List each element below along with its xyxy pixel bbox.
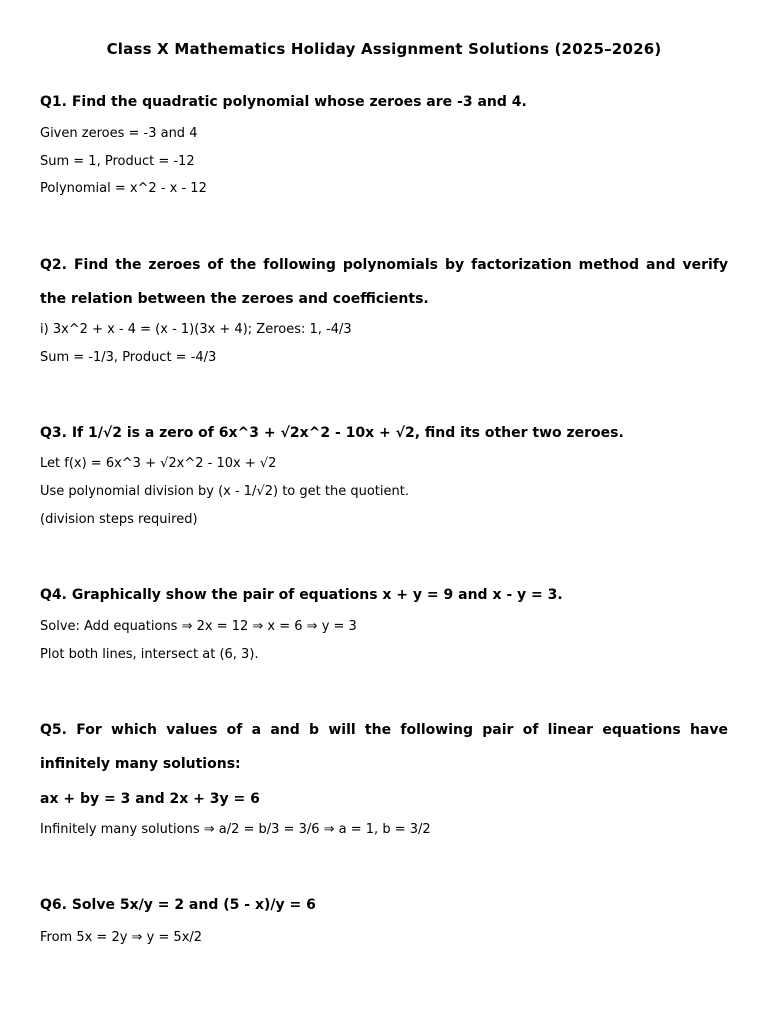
q2-answer-line-1: i) 3x^2 + x - 4 = (x - 1)(3x + 4); Zeroes: 1, -4/3	[40, 322, 352, 337]
q1-answer-line-3: Polynomial = x^2 - x - 12	[40, 181, 207, 196]
q3-answer-line-3: (division steps required)	[40, 512, 198, 527]
q5-equation: ax + by = 3 and 2x + 3y = 6	[40, 791, 260, 807]
q4-answer-line-2: Plot both lines, intersect at (6, 3).	[40, 647, 259, 662]
question-6: Q6. Solve 5x/y = 2 and (5 - x)/y = 6	[40, 897, 316, 913]
question-2: Q2. Find the zeroes of the following polynomials by factorization method and verify the relation between the zeroes and coefficients.	[40, 257, 728, 307]
question-3: Q3. If 1/√2 is a zero of 6x^3 + √2x^2 - 10x + √2, find its other two zeroes.	[40, 425, 624, 441]
q3-answer-line-2: Use polynomial division by (x - 1/√2) to get the quotient.	[40, 484, 409, 499]
q1-answer-line-2: Sum = 1, Product = -12	[40, 154, 195, 169]
question-4: Q4. Graphically show the pair of equations x + y = 9 and x - y = 3.	[40, 587, 563, 603]
q5-answer-line-1: Infinitely many solutions ⇒ a/2 = b/3 = 3/6 ⇒ a = 1, b = 3/2	[40, 822, 431, 837]
q1-answer-line-1: Given zeroes = -3 and 4	[40, 126, 198, 141]
question-1: Q1. Find the quadratic polynomial whose zeroes are -3 and 4.	[40, 94, 527, 110]
document-title: Class X Mathematics Holiday Assignment Solutions (2025–2026)	[106, 40, 662, 58]
q3-answer-line-1: Let f(x) = 6x^3 + √2x^2 - 10x + √2	[40, 456, 277, 471]
question-5: Q5. For which values of a and b will the following pair of linear equations have infinitely many solutions:	[40, 722, 728, 772]
q4-answer-line-1: Solve: Add equations ⇒ 2x = 12 ⇒ x = 6 ⇒ y = 3	[40, 619, 357, 634]
q2-answer-line-2: Sum = -1/3, Product = -4/3	[40, 350, 217, 365]
q6-answer-line-1: From 5x = 2y ⇒ y = 5x/2	[40, 930, 203, 945]
